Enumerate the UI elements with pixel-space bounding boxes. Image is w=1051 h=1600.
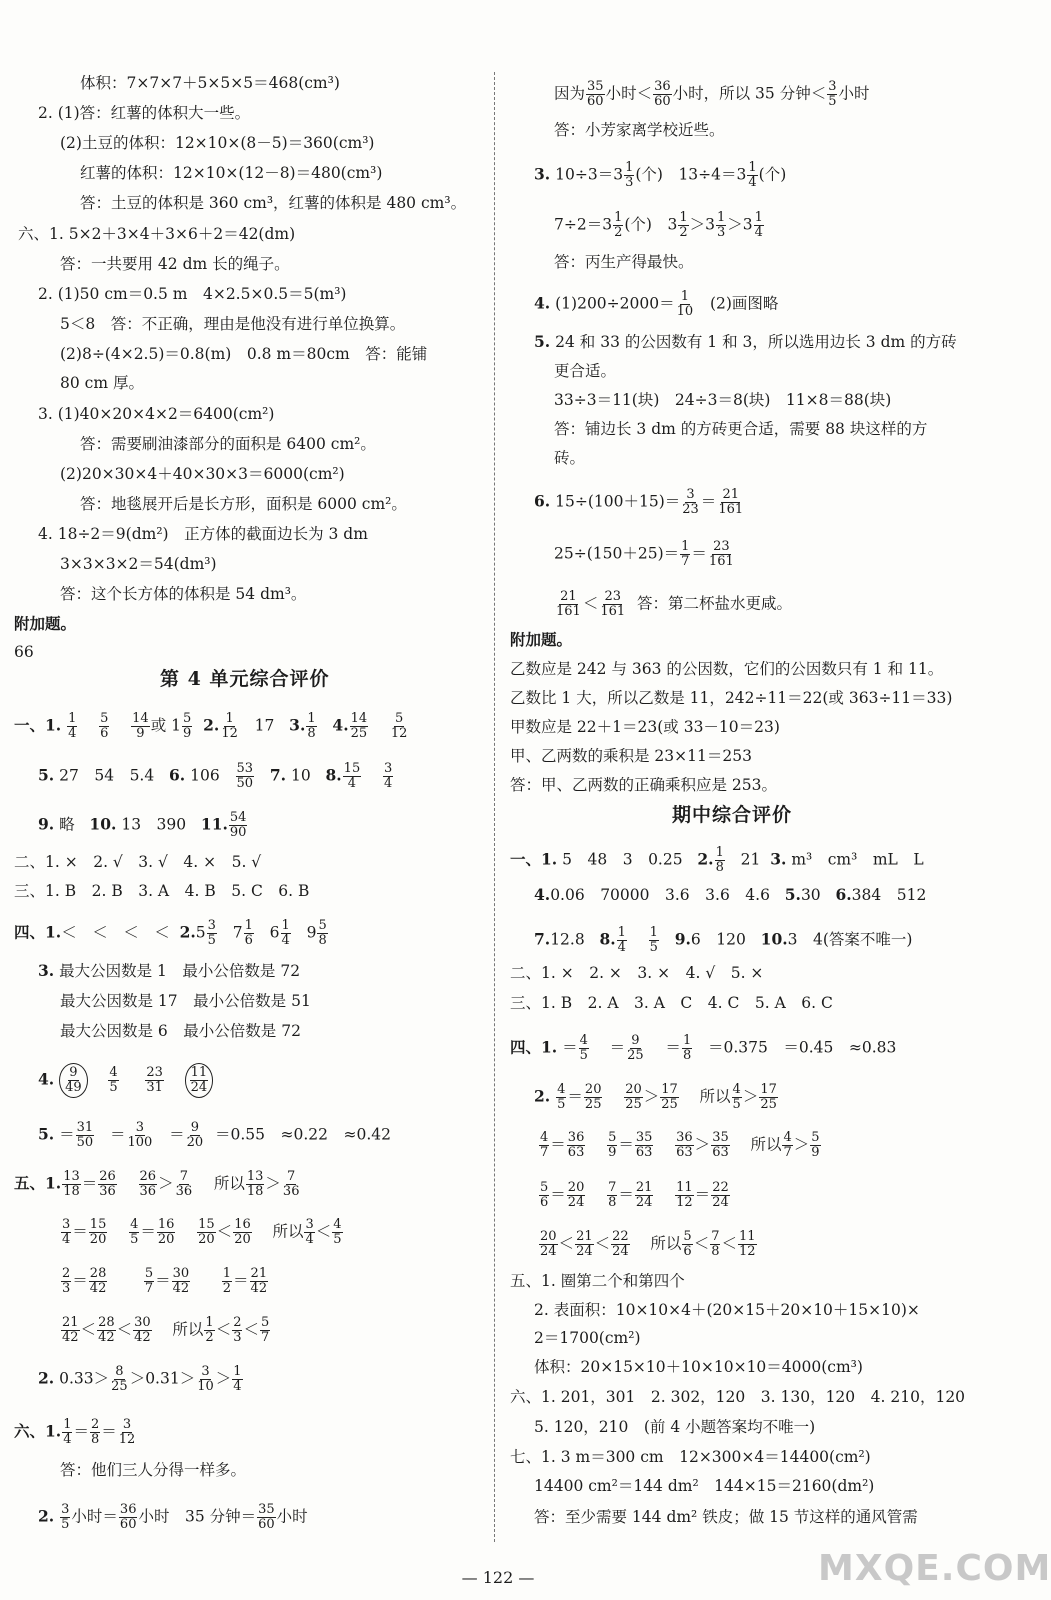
answer-line: 5. 120，210 (前 4 小题答案均不唯一) xyxy=(534,1418,816,1436)
answer-line: 答：甲、乙两数的正确乘积应是 253。 xyxy=(510,776,778,794)
answer-line: 二、1. × 2. √ 3. √ 4. × 5. √ xyxy=(14,853,262,871)
fraction: $\frac{3}{5}$ xyxy=(207,918,216,948)
text-line: 答：这个长方体的体积是 54 dm³。 xyxy=(60,585,307,603)
answer-line: 5. 27 54 5.4 6. 106 $\frac{53}{50}$ 7. 10 8. $\frac{15}{4}$ $\frac{3}{4}$ xyxy=(38,761,393,791)
answer-line: 2. $\frac{4}{5}$ ＝ $\frac{20}{25}$ $\frac{20}{25}$ ＞ $\frac{17}{25}$ 所以 $\frac{4}{5}$ ＞ $\frac{17}{25}$ xyxy=(534,1082,777,1112)
text-line: 答：地毯展开后是长方形，面积是 6000 cm²。 xyxy=(80,495,407,513)
text-line: 答：土豆的体积是 360 cm³，红薯的体积是 480 cm³。 xyxy=(80,194,467,212)
answer-line: 5. ＝ $\frac{31}{50}$ ＝ $\frac{3}{100}$ ＝ $\frac{9}{20}$ ＝0.55 ≈0.22 ≈0.42 xyxy=(38,1120,392,1150)
answer-line: 2. 表面积：10×10×4＋(20×15＋20×10＋15×10)× xyxy=(534,1301,920,1319)
answer-line: 五、1. 圈第二个和第四个 xyxy=(510,1272,685,1290)
text-line: 六、1. 5×2＋3×4＋3×6＋2＝42(dm) xyxy=(18,225,296,243)
answer-line: 一、1. $\frac{1}{4}$ $\frac{5}{6}$ $\frac{14}{9}$ 或 1 $\frac{5}{9}$ 2. $\frac{1}{12}$ 17 3. $\frac{1}{8}$ 4. $\frac{14}{25}$ $\frac{5}{12}$ xyxy=(14,711,408,741)
answer-line: 乙数比 1 大，所以乙数是 11，242÷11＝22(或 363÷11＝33) xyxy=(510,689,953,707)
fraction: $\frac{5}{9}$ xyxy=(182,711,192,741)
answer-line: $\frac{4}{7}$ ＝ $\frac{36}{63}$ $\frac{5}{9}$ ＝ $\frac{35}{63}$ $\frac{36}{63}$ ＞ $\frac{35}{63}$ 所以 $\frac{4}{7}$ ＞ $\frac{5}{9}$ xyxy=(540,1130,820,1160)
answer-line: 6. 15÷(100＋15)＝ $\frac{3}{23}$ ＝ $\frac{21}{161}$ xyxy=(534,487,744,517)
text-line: 3. (1)40×20×4×2＝6400(cm²) xyxy=(38,405,275,423)
fraction: $\frac{15}{4}$ xyxy=(343,761,361,791)
answer-line: 3. 10÷3＝3 $\frac{1}{3}$ (个) 13÷4＝3 $\frac{1}{4}$ (个) xyxy=(534,160,787,190)
answer-line: 三、1. B 2. B 3. A 4. B 5. C 6. B xyxy=(14,882,310,900)
fraction: $\frac{31}{50}$ xyxy=(76,1120,94,1150)
answer-line: 六、1. 201，301 2. 302，120 3. 130，120 4. 210，120 xyxy=(510,1388,966,1406)
answer-line: 六、1. $\frac{1}{4}$ ＝ $\frac{2}{8}$ ＝ $\frac{3}{12}$ xyxy=(14,1417,136,1447)
answer-line: 四、1. ＝ $\frac{4}{5}$ ＝ $\frac{9}{25}$ ＝ $\frac{1}{8}$ ＝0.375 ＝0.45 ≈0.83 xyxy=(510,1033,897,1063)
answer-line: 甲、乙两数的乘积是 23×11＝253 xyxy=(510,747,752,765)
answer-line: $\frac{20}{24}$ ＜ $\frac{21}{24}$ ＜ $\frac{22}{24}$ 所以 $\frac{5}{6}$ ＜ $\frac{7}{8}$ ＜ $\frac{11}{12}$ xyxy=(540,1229,756,1259)
text-line: 红薯的体积：12×10×(12－8)＝480(cm³) xyxy=(80,164,383,182)
answer-line: 答：铺边长 3 dm 的方砖更合适，需要 88 块这样的方 xyxy=(554,420,928,438)
text-line: 2. (1)50 cm＝0.5 m 4×2.5×0.5＝5(m³) xyxy=(38,285,347,303)
answer-line: 更合适。 xyxy=(554,362,617,380)
answer-line: 七、1. 3 m＝300 cm 12×300×4＝14400(cm²) xyxy=(510,1448,871,1466)
fraction: $\frac{1}{4}$ xyxy=(68,711,77,741)
answer-line: 答：小芳家离学校近些。 xyxy=(554,121,725,139)
answer-line: $\frac{21}{161}$ ＜ $\frac{23}{161}$ 答：第二杯盐水更咸。 xyxy=(556,589,793,619)
text-line: 答：需要刷油漆部分的面积是 6400 cm²。 xyxy=(80,435,376,453)
answer-line: 体积：20×15×10＋10×10×10＝4000(cm³) xyxy=(534,1358,863,1376)
answer-line: 4. $\frac{9}{49}$ $\frac{4}{5}$ $\frac{23}{31}$ $\frac{11}{24}$ xyxy=(38,1063,213,1098)
item-number: 1. xyxy=(45,715,62,735)
fraction: $\frac{1}{12}$ xyxy=(221,711,238,741)
text-line: 80 cm 厚。 xyxy=(60,374,144,392)
text-line: 3×3×3×2＝54(dm³) xyxy=(60,555,217,573)
answer-line: 2＝1700(cm²) xyxy=(534,1329,641,1347)
answer-line: 乙数应是 242 与 363 的公因数，它们的公因数只有 1 和 11。 xyxy=(510,660,944,678)
fraction: $\frac{23}{31}$ xyxy=(146,1065,163,1095)
answer-line: 14400 cm²＝144 dm² 144×15＝2160(dm²) xyxy=(534,1477,875,1495)
fraction: $\frac{14}{9}$ xyxy=(132,711,149,741)
text-line: 2. (1)答：红薯的体积大一些。 xyxy=(38,104,251,122)
answer-line: 一、1. 5 48 3 0.25 2. $\frac{1}{8}$ 21 3. m³ cm³ mL L xyxy=(510,845,924,875)
fraction: $\frac{4}{5}$ xyxy=(109,1065,118,1095)
answer-line: 最大公因数是 6 最小公倍数是 72 xyxy=(60,1022,301,1040)
answer-line: 2. $\frac{3}{5}$ 小时＝ $\frac{36}{60}$ 小时 35 分钟＝ $\frac{35}{60}$ 小时 xyxy=(38,1502,308,1532)
fraction: $\frac{1}{6}$ xyxy=(244,918,253,948)
text-line: (2)20×30×4＋40×30×3＝6000(cm²) xyxy=(60,465,345,483)
answer-line: 3. 最大公因数是 1 最小公倍数是 72 xyxy=(38,961,301,980)
answer-line: 2. 0.33＞ $\frac{8}{25}$ ＞0.31＞ $\frac{3}{10}$ ＞ $\frac{1}{4}$ xyxy=(38,1364,242,1394)
answer-line: 三、1. B 2. A 3. A C 4. C 5. A 6. C xyxy=(510,994,833,1012)
answer-line: 砖。 xyxy=(554,449,586,467)
text-line: 体积：7×7×7＋5×5×5＝468(cm³) xyxy=(80,74,340,92)
answer-line: $\frac{2}{3}$ ＝ $\frac{28}{42}$ $\frac{5}{7}$ ＝ $\frac{30}{42}$ $\frac{1}{2}$ ＝ $\frac{21}{42}$ xyxy=(62,1266,268,1296)
fraction: $\frac{53}{50}$ xyxy=(236,761,254,791)
text-line: (2)土豆的体积：12×10×(8－5)＝360(cm³) xyxy=(60,134,375,152)
answer-line: 答：他们三人分得一样多。 xyxy=(60,1461,247,1479)
fraction: $\frac{5}{8}$ xyxy=(318,918,327,948)
text-line: 66 xyxy=(14,643,34,661)
answer-line: 33÷3＝11(块) 24÷3＝8(块) 11×8＝88(块) xyxy=(554,391,892,409)
circled-answer: $\frac{9}{49}$ xyxy=(59,1063,88,1098)
column-divider xyxy=(494,72,495,1542)
answer-line: 5. 24 和 33 的公因数有 1 和 3，所以选用边长 3 dm 的方砖 xyxy=(534,332,957,351)
section-title: 期中综合评价 xyxy=(672,804,793,826)
text-line: 5＜8 答：不正确，理由是他没有进行单位换算。 xyxy=(60,315,406,333)
text-line: (2)8÷(4×2.5)＝0.8(m) 0.8 m＝80cm 答：能铺 xyxy=(60,345,428,363)
section-title: 第 4 单元综合评价 xyxy=(160,668,330,690)
fraction: $\frac{5}{6}$ xyxy=(100,711,109,741)
answer-line: 甲数应是 22＋1＝23(或 33－10＝23) xyxy=(510,718,780,736)
answer-line: $\frac{5}{6}$ ＝ $\frac{20}{24}$ $\frac{7}{8}$ ＝ $\frac{21}{24}$ $\frac{11}{12}$ ＝ $\frac{22}{24}$ xyxy=(540,1180,729,1210)
answer-line: 五、1. $\frac{13}{18}$ ＝ $\frac{26}{36}$ $\frac{26}{36}$ ＞ $\frac{7}{36}$ 所以 $\frac{13}{18}$ ＞ $\frac{7}{36}$ xyxy=(14,1169,300,1199)
text-line: 4. 18÷2＝9(dm²) 正方体的截面边长为 3 dm xyxy=(38,525,368,543)
answer-line: $\frac{21}{42}$ ＜ $\frac{28}{42}$ ＜ $\frac{30}{42}$ 所以 $\frac{1}{2}$ ＜ $\frac{2}{3}$ ＜ $\frac{5}{7}$ xyxy=(62,1315,270,1345)
text-line: 答：一共要用 42 dm 长的绳子。 xyxy=(60,255,290,273)
answer-line: 7.12.8 8. $\frac{1}{4}$ $\frac{1}{5}$ 9.6 120 10.3 4(答案不唯一) xyxy=(534,925,913,955)
section-marker: 一、 xyxy=(14,715,46,735)
circled-answer: $\frac{11}{24}$ xyxy=(185,1063,214,1098)
answer-line: 25÷(150＋25)＝ $\frac{1}{7}$ ＝ $\frac{23}{161}$ xyxy=(554,539,734,569)
answer-line: 4. (1)200÷2000＝ $\frac{1}{10}$ (2)画图略 xyxy=(534,289,779,319)
answer-line: 最大公因数是 17 最小公倍数是 51 xyxy=(60,992,311,1010)
answer-line: 9. 略 10. 13 390 11. $\frac{54}{90}$ xyxy=(38,810,247,840)
fraction: $\frac{5}{12}$ xyxy=(390,711,408,741)
fraction: $\frac{1}{4}$ xyxy=(281,918,290,948)
fraction: $\frac{54}{90}$ xyxy=(229,810,247,840)
answer-line: 答：至少需要 144 dm² 铁皮；做 15 节这样的通风管需 xyxy=(534,1508,918,1526)
answer-line: $\frac{3}{4}$ ＝ $\frac{15}{20}$ $\frac{4}{5}$ ＝ $\frac{16}{20}$ $\frac{15}{20}$ ＜ $\frac{16}{20}$ 所以 $\frac{3}{4}$ ＜ $\frac{4}{5}$ xyxy=(62,1217,342,1247)
fraction: $\frac{3}{4}$ xyxy=(383,761,393,791)
answer-line: 二、1. × 2. × 3. × 4. √ 5. × xyxy=(510,964,764,982)
answer-line: 四、1.＜ ＜ ＜ ＜ 2.5 $\frac{3}{5}$ 7 $\frac{1}{6}$ 6 $\frac{1}{4}$ 9 $\frac{5}{8}$ xyxy=(14,918,327,948)
fraction: $\frac{9}{20}$ xyxy=(186,1120,204,1150)
watermark-logo: MXQE.COM xyxy=(818,1548,1051,1589)
answer-line: 因为 $\frac{35}{60}$ 小时＜ $\frac{36}{60}$ 小时，所以 35 分钟＜ $\frac{3}{5}$ 小时 xyxy=(554,79,870,109)
answer-line: 4.0.06 70000 3.6 3.6 4.6 5.30 6.384 512 xyxy=(534,885,927,904)
page-number: — 122 — xyxy=(461,1568,535,1587)
fraction: $\frac{3}{100}$ xyxy=(127,1120,153,1150)
bonus-heading: 附加题。 xyxy=(510,630,573,649)
fraction: $\frac{14}{25}$ xyxy=(350,711,368,741)
answer-line: 答：丙生产得最快。 xyxy=(554,253,694,271)
bonus-heading: 附加题。 xyxy=(14,614,77,633)
answer-line: 7÷2＝3 $\frac{1}{2}$ (个) 3 $\frac{1}{2}$ ＞3 $\frac{1}{3}$ ＞3 $\frac{1}{4}$ xyxy=(554,210,763,240)
fraction: $\frac{1}{8}$ xyxy=(307,711,316,741)
